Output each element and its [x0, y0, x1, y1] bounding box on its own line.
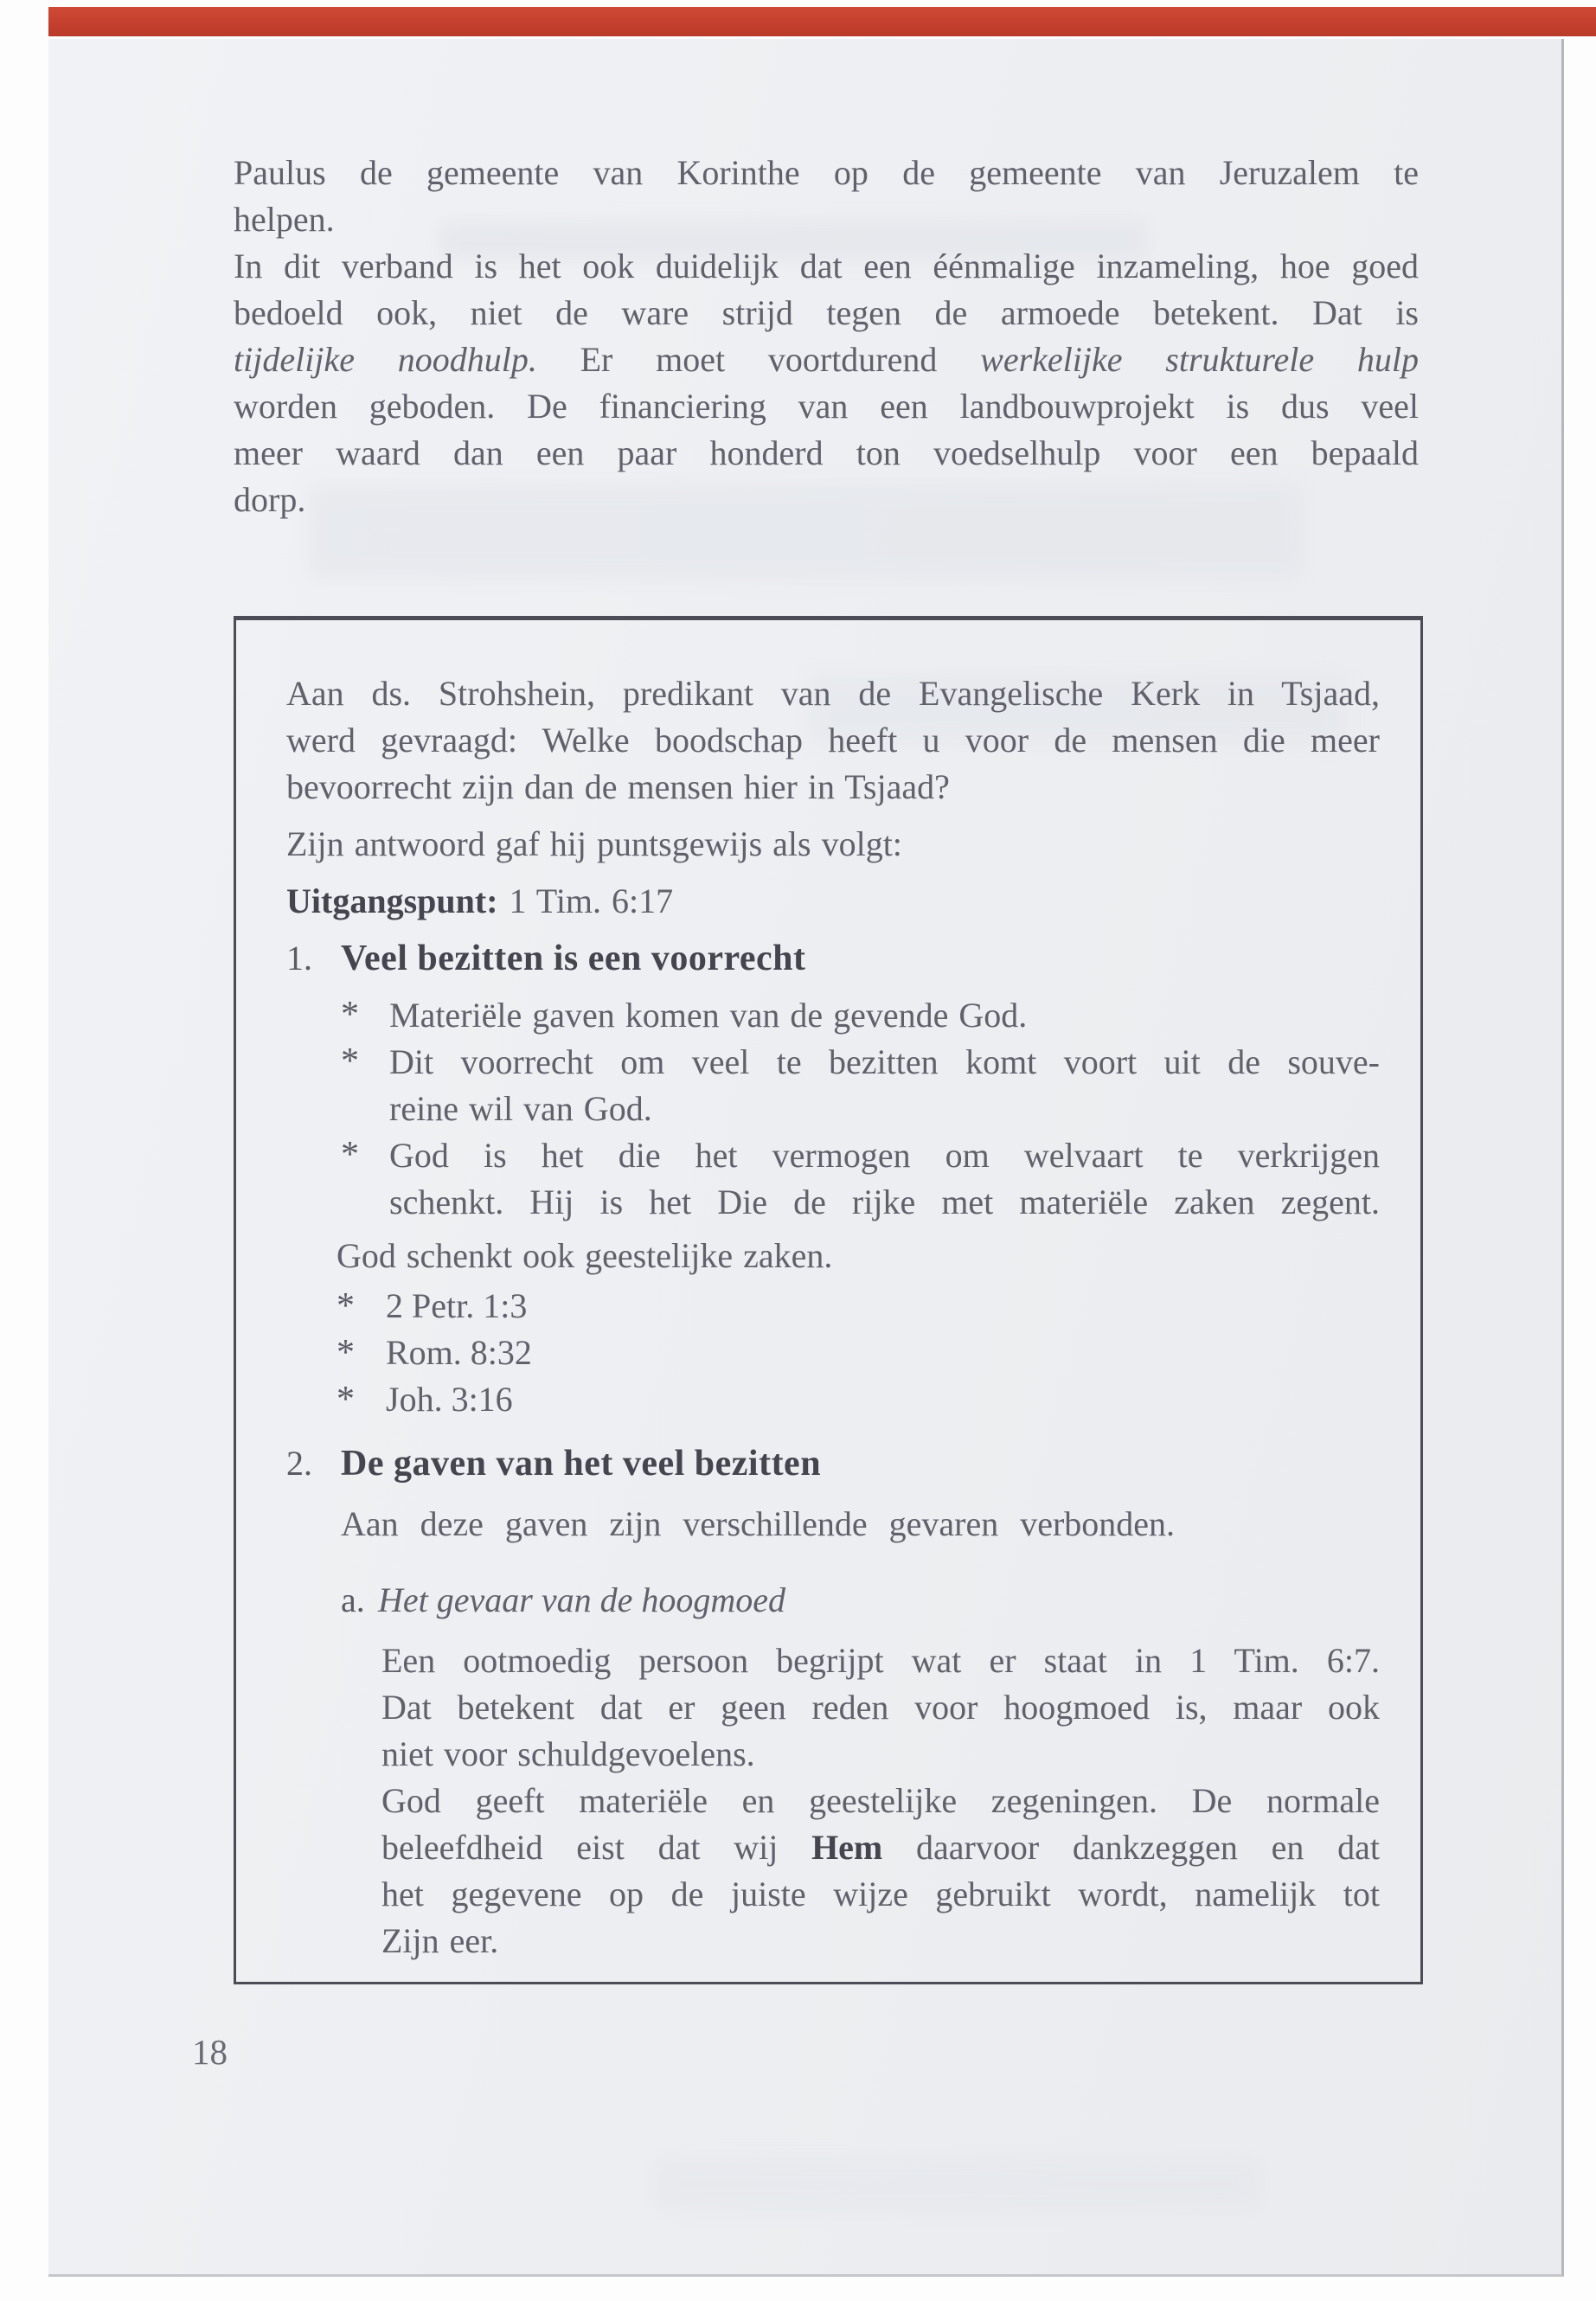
text-line: meer waard dan een paar honderd ton voedselhulp voor een bepaald — [234, 433, 1419, 472]
text-run: daarvoor dankzeggen en dat — [882, 1828, 1380, 1867]
bible-reference — [337, 1376, 1380, 1423]
bullet-item — [286, 992, 1380, 1039]
asterisk-bullet-icon: * — [337, 1333, 355, 1373]
text-line: God geeft materiële en geestelijke zegeningen. De normale — [381, 1781, 1380, 1820]
bullet-item — [286, 1132, 1380, 1226]
principle-label: Uitgangspunt: — [286, 881, 498, 920]
text-line: Een ootmoedig persoon begrijpt wat er staat in 1 Tim. 6:7. — [381, 1641, 1380, 1680]
text-line: worden geboden. De financiering van een landbouwprojekt is dus veel — [234, 387, 1419, 426]
sub-a-heading — [341, 1577, 1380, 1624]
asterisk-bullet-icon: * — [341, 1135, 359, 1175]
section-2-heading — [286, 1440, 1380, 1487]
text-line — [381, 1824, 1380, 1871]
asterisk-bullet-icon: * — [341, 995, 359, 1035]
asterisk-bullet-icon: * — [341, 1042, 359, 1081]
bullet-item — [286, 1039, 1380, 1132]
sub-item-title: Het gevaar van de hoogmoed — [378, 1580, 785, 1619]
intro-paragraph — [234, 150, 1419, 523]
spiritual-note-group — [337, 1233, 1380, 1423]
answer-intro: Zijn antwoord gaf hij puntsgewijs als volgt: — [286, 824, 902, 863]
section-2-intro: Aan deze gaven zijn verschillende gevaren verbonden. — [341, 1504, 1176, 1543]
section-title: Veel bezitten is een voorrecht — [341, 939, 806, 978]
question-line: bevoorrecht zijn dan de mensen hier in Tsjaad? — [286, 767, 950, 806]
text-line: Paulus de gemeente van Korinthe op de gemeente van Jeruzalem te — [234, 153, 1419, 192]
bullet-text-line: God is het die het vermogen om welvaart te verkrijgen — [389, 1136, 1380, 1175]
reference-text: 2 Petr. 1:3 — [386, 1286, 528, 1325]
asterisk-bullet-icon: * — [337, 1380, 355, 1420]
sub-item-label: a. — [341, 1580, 365, 1619]
text-line: niet voor schuldgevoelens. — [381, 1734, 755, 1773]
bullet-text-line: schenkt. Hij is het Die de rijke met materiële zaken zegent. — [389, 1183, 1380, 1221]
note-line: God schenkt ook geestelijke zaken. — [337, 1236, 833, 1275]
section-1-heading — [286, 935, 1380, 982]
page-number: 18 — [192, 2032, 228, 2072]
bible-reference — [337, 1283, 1380, 1330]
page-surface — [48, 39, 1564, 2277]
text-line — [234, 336, 1419, 383]
text-run: beleefdheid eist dat wij — [381, 1828, 812, 1867]
italic-run: werkelijke strukturele hulp — [980, 340, 1419, 379]
text-line: Zijn eer. — [381, 1921, 499, 1960]
question-line: werd gevraagd: Welke boodschap heeft u voor de mensen die meer — [286, 721, 1380, 760]
bullet-text-line: reine wil van God. — [389, 1089, 652, 1128]
text-line: helpen. — [234, 200, 335, 239]
bible-reference — [337, 1330, 1380, 1376]
text-line: In dit verband is het ook duidelijk dat een éénmalige inzameling, hoe goed — [234, 247, 1419, 285]
question-line: Aan ds. Strohshein, predikant van de Evangelische Kerk in Tsjaad, — [286, 674, 1380, 713]
text-line: Dat betekent dat er geen reden voor hoogmoed is, maar ook — [381, 1688, 1380, 1727]
reference-text: Rom. 8:32 — [386, 1333, 532, 1372]
quote-box — [234, 616, 1423, 1984]
italic-run: tijdelijke noodhulp. — [234, 340, 537, 379]
section-number: 2. — [286, 1444, 312, 1483]
bold-run: Hem — [811, 1828, 883, 1867]
bullet-list — [286, 992, 1380, 1226]
bullet-text-line: Materiële gaven komen van de gevende God. — [389, 996, 1028, 1035]
text-line: dorp. — [234, 480, 306, 519]
sub-a-paragraph — [381, 1638, 1380, 1965]
bullet-text-line: Dit voorrecht om veel te bezitten komt voort uit de souve- — [389, 1042, 1380, 1081]
reference-text: Joh. 3:16 — [386, 1380, 513, 1419]
text-line: bedoeld ook, niet de ware strijd tegen de armoede betekent. Dat is — [234, 293, 1419, 332]
principle-line — [286, 878, 1380, 925]
show-through-smudge — [654, 2158, 1259, 2210]
text-line: het gegevene op de juiste wijze gebruikt wordt, namelijk tot — [381, 1875, 1380, 1913]
text-run: Er moet voortdurend — [536, 340, 981, 379]
red-cover-strip — [48, 7, 1596, 36]
section-number: 1. — [286, 939, 312, 977]
asterisk-bullet-icon: * — [337, 1286, 355, 1326]
principle-reference: 1 Tim. 6:17 — [509, 881, 674, 920]
section-title: De gaven van het veel bezitten — [341, 1444, 822, 1484]
